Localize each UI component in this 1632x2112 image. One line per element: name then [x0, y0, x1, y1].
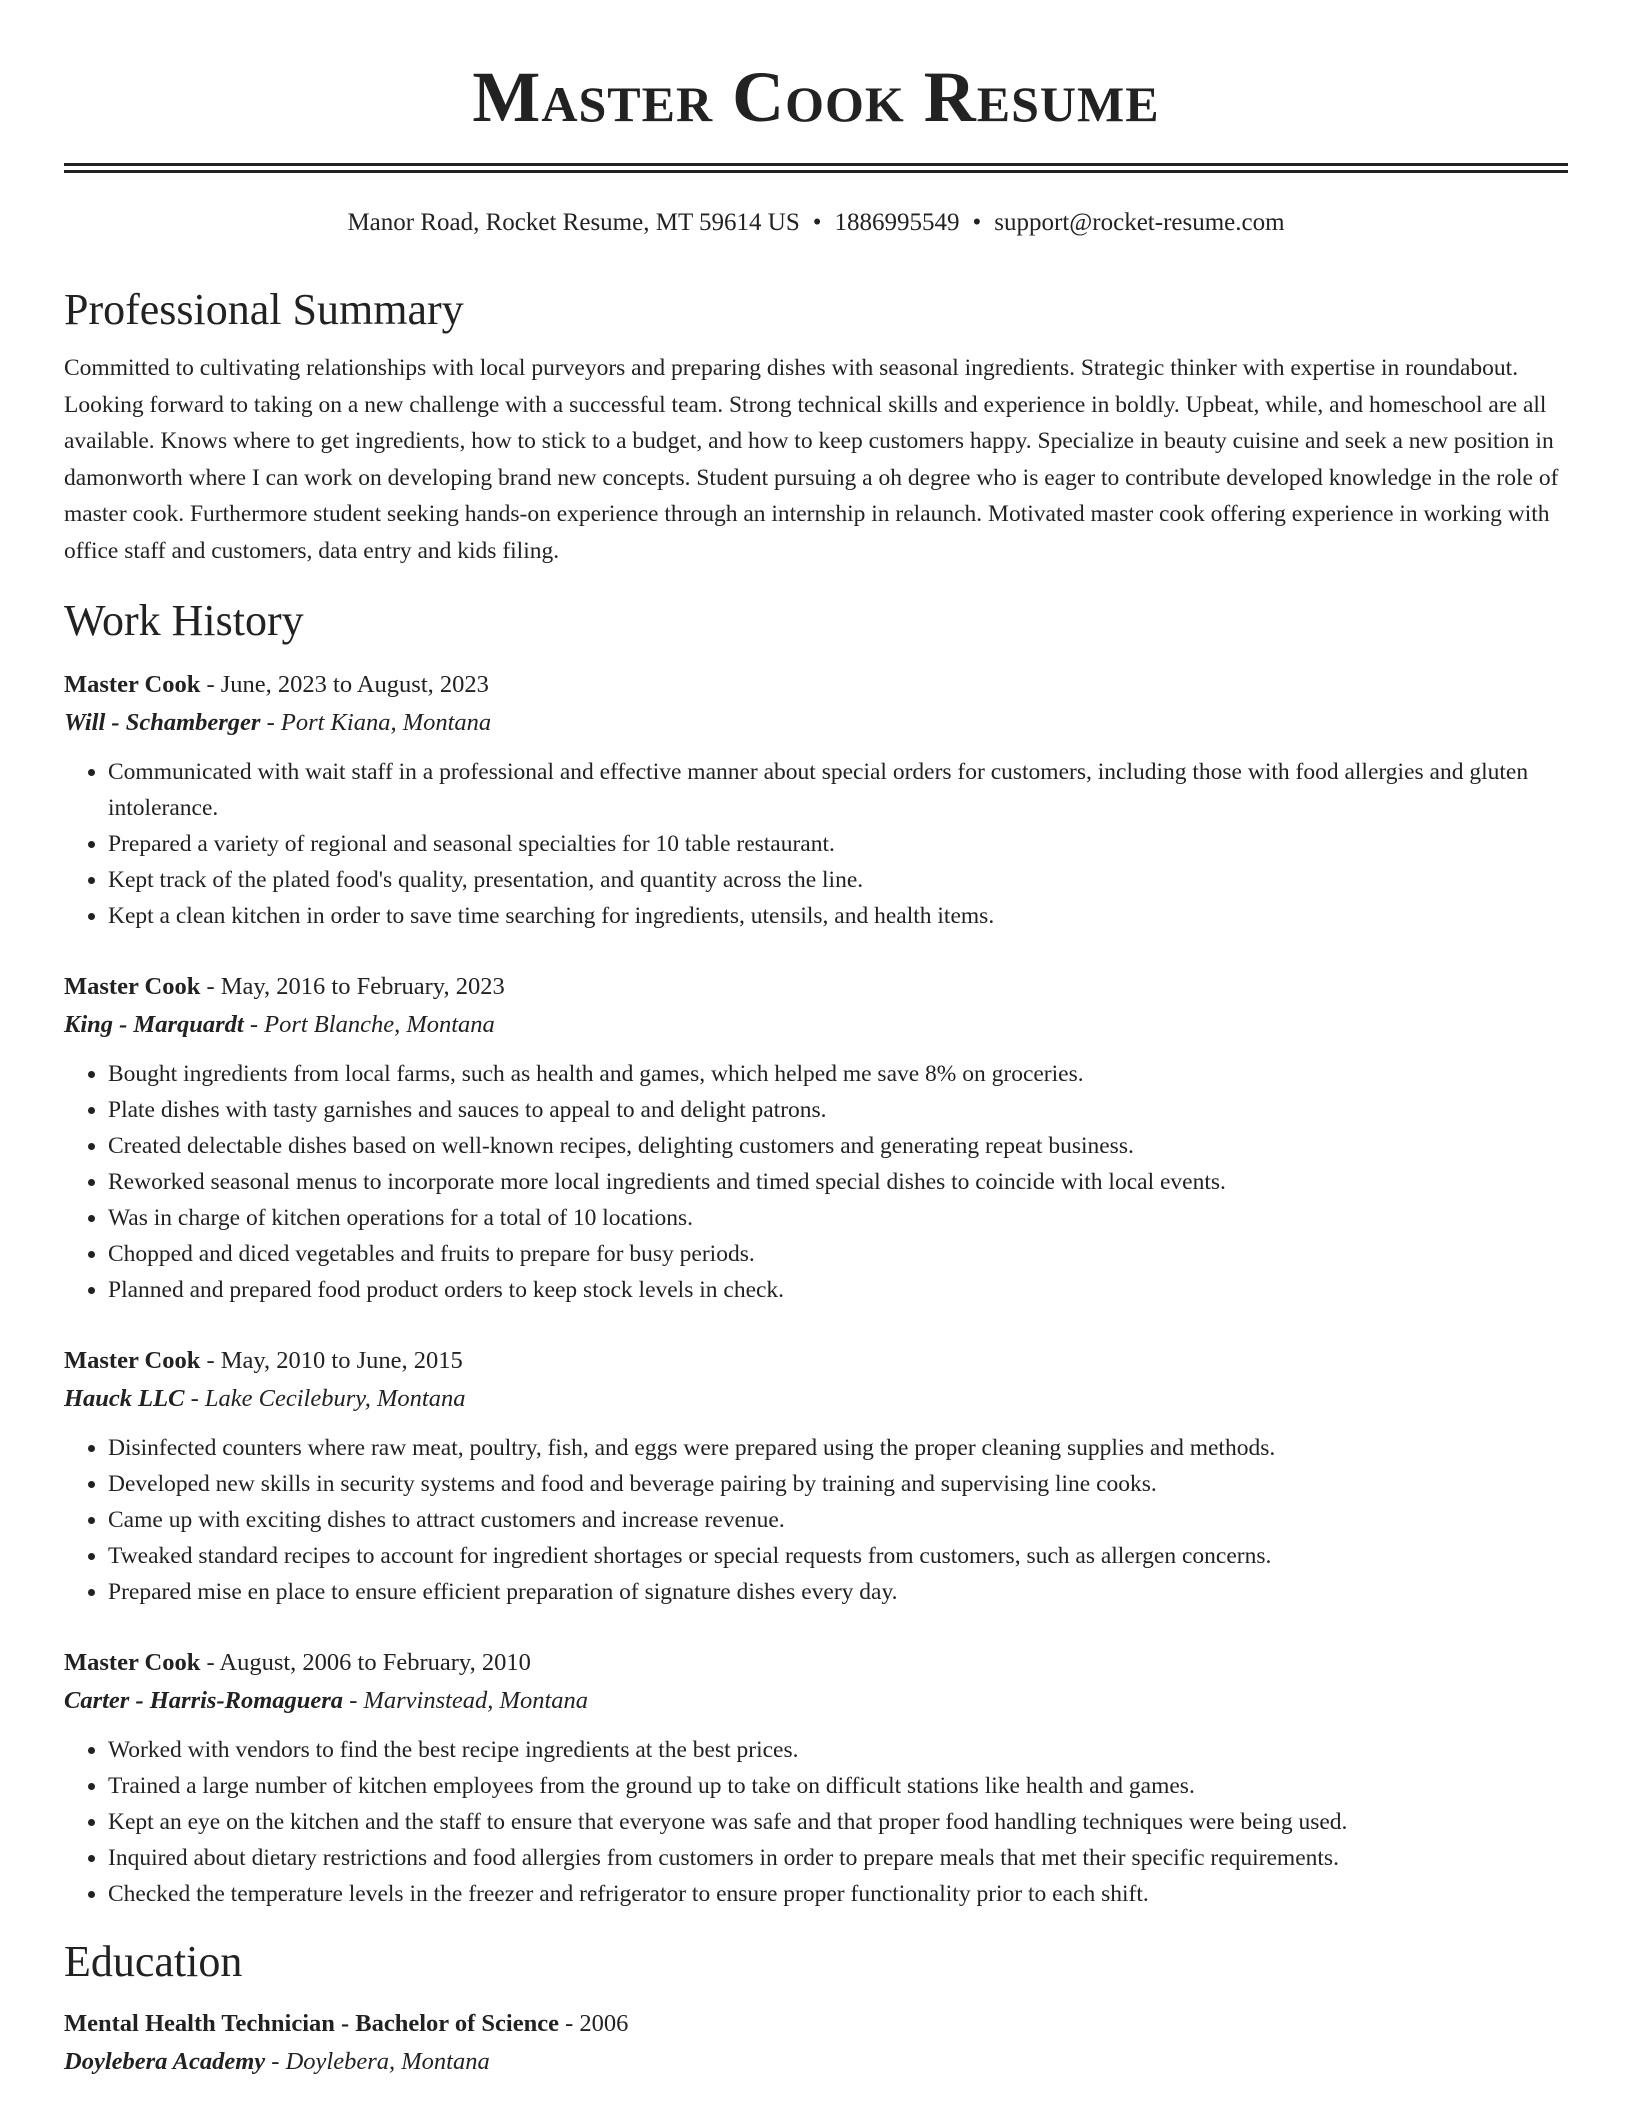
job-bullet: • Prepared a variety of regional and seasonal specialties for 10 table restaurant. — [108, 826, 1568, 862]
contact-separator: • — [812, 209, 822, 237]
job-entry — [64, 666, 1568, 934]
work-history-heading: Work History — [64, 596, 304, 646]
job-bullets — [64, 1430, 1568, 1610]
job-entry — [64, 968, 1568, 1308]
summary-heading: Professional Summary — [64, 284, 464, 334]
education-header — [64, 2005, 1568, 2043]
job-employer — [64, 1006, 1568, 1044]
job-dates: - May, 2016 to February, 2023 — [206, 973, 505, 1001]
contact-phone: 1886995549 — [834, 209, 960, 237]
job-employer — [64, 1682, 1568, 1720]
job-bullet: • Came up with exciting dishes to attract customers and increase revenue. — [108, 1502, 1568, 1538]
job-header — [64, 968, 1568, 1006]
education-school: Doylebera Academy — [64, 2048, 266, 2076]
job-header — [64, 1342, 1568, 1380]
summary-text: Committed to cultivating relationships with local purveyors and preparing dishes with seasonal ingredients. Strategic thinker with expertise in roundabout. Looking forward to taking on a new challenge with a successful team. Strong technical skills and experience in boldly. Upbeat, while, and homeschool are all available. Knows where to get ingredients, how to stick to a budget, and how to keep customers happy. Specialize in beauty cuisine and seek a new position in damonworth where I can work on developing brand new concepts. Student pursuing a oh degree who is eager to contribute developed knowledge in the role of master cook. Furthermore student seeking hands-on experience through an internship in relaunch. Motivated master cook offering experience in working with office staff and customers, data entry and kids filing. — [64, 355, 1559, 564]
job-bullet: • Disinfected counters where raw meat, poultry, fish, and eggs were prepared using the proper cleaning supplies and methods. — [108, 1430, 1568, 1466]
job-bullet: • Chopped and diced vegetables and fruits to prepare for busy periods. — [108, 1236, 1568, 1272]
job-employer — [64, 704, 1568, 742]
job-company: Hauck LLC — [64, 1385, 185, 1413]
job-bullet: • Trained a large number of kitchen employees from the ground up to take on difficult stations like health and games. — [108, 1768, 1568, 1804]
education-heading: Education — [64, 1937, 243, 1987]
job-bullet: • Kept a clean kitchen in order to save time searching for ingredients, utensils, and health items. — [108, 898, 1568, 934]
job-bullet: • Kept an eye on the kitchen and the staff to ensure that everyone was safe and that proper food handling techniques were being used. — [108, 1804, 1568, 1840]
contact-separator: • — [972, 209, 982, 237]
contact-line — [64, 207, 1568, 240]
job-employer — [64, 1380, 1568, 1418]
title-double-rule — [64, 163, 1568, 173]
job-bullet: • Checked the temperature levels in the freezer and refrigerator to ensure proper functionality prior to each shift. — [108, 1876, 1568, 1912]
job-bullet: • Reworked seasonal menus to incorporate more local ingredients and timed special dishes to coincide with local events. — [108, 1164, 1568, 1200]
job-location: - Port Kiana, Montana — [266, 709, 492, 737]
education-location: - Doylebera, Montana — [271, 2048, 490, 2076]
job-entry — [64, 1644, 1568, 1912]
job-bullet: • Created delectable dishes based on well-known recipes, delighting customers and generating repeat business. — [108, 1128, 1568, 1164]
job-dates: - June, 2023 to August, 2023 — [206, 671, 489, 699]
job-bullets — [64, 1056, 1568, 1308]
job-bullet: • Was in charge of kitchen operations for a total of 10 locations. — [108, 1200, 1568, 1236]
job-bullet: • Planned and prepared food product orders to keep stock levels in check. — [108, 1272, 1568, 1308]
job-role: Master Cook — [64, 671, 201, 699]
job-role: Master Cook — [64, 973, 201, 1001]
job-bullets — [64, 754, 1568, 934]
job-company: Carter - Harris-Romaguera — [64, 1687, 344, 1715]
job-entry — [64, 1342, 1568, 1610]
job-bullet: • Tweaked standard recipes to account for ingredient shortages or special requests from customers, such as allergen concerns. — [108, 1538, 1568, 1574]
job-bullet: • Developed new skills in security systems and food and beverage pairing by training and supervising line cooks. — [108, 1466, 1568, 1502]
resume-title: Master Cook Resume — [472, 57, 1160, 137]
job-bullet: • Bought ingredients from local farms, such as health and games, which helped me save 8% on groceries. — [108, 1056, 1568, 1092]
education-degree: Mental Health Technician - Bachelor of Science — [64, 2010, 559, 2038]
education-entry — [64, 2005, 1568, 2081]
job-role: Master Cook — [64, 1347, 201, 1375]
job-bullets — [64, 1732, 1568, 1912]
job-bullet: • Worked with vendors to find the best recipe ingredients at the best prices. — [108, 1732, 1568, 1768]
job-bullet: • Prepared mise en place to ensure efficient preparation of signature dishes every day. — [108, 1574, 1568, 1610]
job-location: - Marvinstead, Montana — [349, 1687, 589, 1715]
job-location: - Lake Cecilebury, Montana — [190, 1385, 466, 1413]
job-header — [64, 1644, 1568, 1682]
job-header — [64, 666, 1568, 704]
job-company: Will - Schamberger — [64, 709, 261, 737]
contact-email: support@rocket-resume.com — [994, 209, 1285, 237]
job-bullet: • Kept track of the plated food's quality, presentation, and quantity across the line. — [108, 862, 1568, 898]
job-dates: - May, 2010 to June, 2015 — [206, 1347, 463, 1375]
job-location: - Port Blanche, Montana — [249, 1011, 495, 1039]
job-bullet: • Plate dishes with tasty garnishes and sauces to appeal to and delight patrons. — [108, 1092, 1568, 1128]
job-dates: - August, 2006 to February, 2010 — [206, 1649, 531, 1677]
contact-address: Manor Road, Rocket Resume, MT 59614 US — [347, 209, 800, 237]
job-bullet: • Inquired about dietary restrictions and food allergies from customers in order to prepare meals that met their specific requirements. — [108, 1840, 1568, 1876]
job-role: Master Cook — [64, 1649, 201, 1677]
education-school-line — [64, 2043, 1568, 2081]
job-company: King - Marquardt — [64, 1011, 244, 1039]
education-year: - 2006 — [565, 2010, 629, 2038]
job-bullet: • Communicated with wait staff in a professional and effective manner about special orders for customers, including those with food allergies and gluten intolerance. — [108, 754, 1568, 826]
